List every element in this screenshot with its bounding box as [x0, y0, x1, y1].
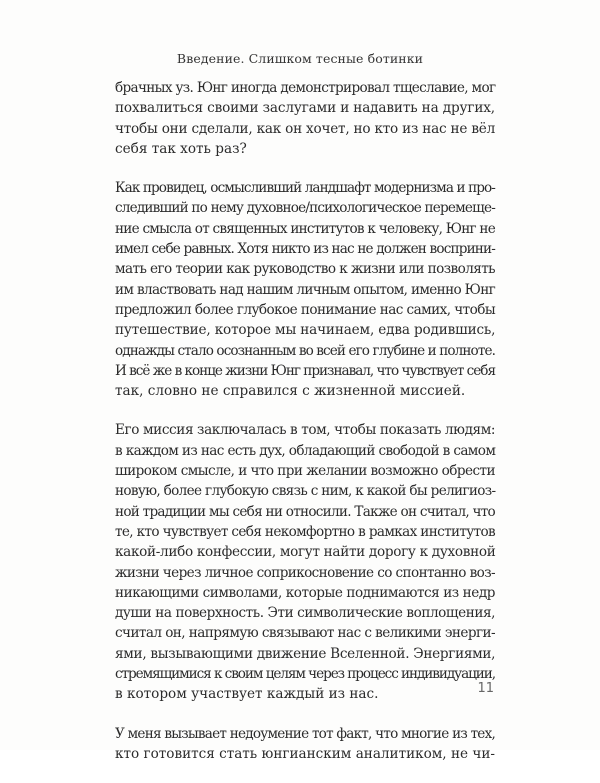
text-line: те, кто чувствует себя некомфортно в рамках институтов [115, 523, 495, 540]
paragraph-1 [115, 78, 495, 159]
text-line: так, словно не справился с жизненной миссией. [115, 383, 466, 400]
text-line: Как провидец, осмысливший ландшафт модернизма и про- [115, 180, 495, 197]
text-line: жизни через личное соприкосновение со спонтанно воз- [115, 564, 495, 581]
text-line: однажды стало осознанным во всей его глубине и полноте. [115, 342, 495, 359]
text-line: имел себе равных. Хотя никто из нас не должен восприни- [115, 241, 495, 258]
text-line: стремящимися к своим целям через процесс индивидуации, [115, 666, 495, 683]
paragraph-3 [115, 420, 495, 704]
paragraph-4 [115, 724, 495, 765]
text-line: путешествие, которое мы начинаем, едва родившись, [115, 322, 496, 339]
text-line: ной традиции мы себя ни относили. Также он считал, что [115, 503, 495, 520]
text-line: Его миссия заключалась в том, чтобы показать людям: [115, 422, 496, 439]
text-line: в каждом из нас есть дух, обладающий свободой в самом [115, 442, 496, 459]
text-line: предложил более глубокое понимание нас самих, чтобы [115, 301, 496, 318]
text-line: новую, более глубокую связь с ним, к какой бы религиоз- [115, 483, 496, 500]
text-line: У меня вызывает недоумение тот факт, что многие из тех, [115, 725, 495, 742]
text-line: И всё же в конце жизни Юнг признавал, что чувствует себя [115, 362, 495, 379]
page-number: 11 [477, 681, 494, 696]
running-head: Введение. Слишком тесные ботинки [176, 51, 424, 66]
text-line: мать его теории как руководство к жизни или позволять [115, 261, 495, 278]
text-line: ями, вызывающими движение Вселенной. Энергиями, [115, 645, 496, 662]
text-line: ние смысла от священных институтов к человеку, Юнг не [115, 220, 495, 237]
text-line: похвалиться своими заслугами и надавить на других, [115, 100, 495, 117]
text-line: какой-либо конфессии, могут найти дорогу к духовной [115, 544, 496, 561]
text-line: кто готовится стать юнгианским аналитиком, не чи- [115, 745, 495, 762]
text-line: души на поверхность. Эти символические воплощения, [115, 605, 495, 622]
text-line: себя так хоть раз? [115, 140, 247, 157]
text-line: им властвовать над нашим личным опытом, именно Юнг [115, 281, 496, 298]
text-line: считал он, напрямую связывают нас с великими энерги- [115, 625, 496, 642]
text-line: брачных уз. Юнг иногда демонстрировал тщеславие, мог [115, 80, 496, 96]
paragraph-2 [115, 178, 495, 401]
text-line: следивший по нему духовное/психологическое перемеще- [115, 200, 495, 217]
text-line: чтобы они сделали, как он хочет, но кто из нас не вёл [115, 120, 495, 137]
text-line: в котором участвует каждый из нас. [115, 686, 379, 703]
body-text [115, 78, 495, 783]
text-line: никающими символами, которые поднимаются из недр [115, 584, 495, 601]
text-line: широком смысле, и что при желании возможно обрести [115, 463, 495, 480]
